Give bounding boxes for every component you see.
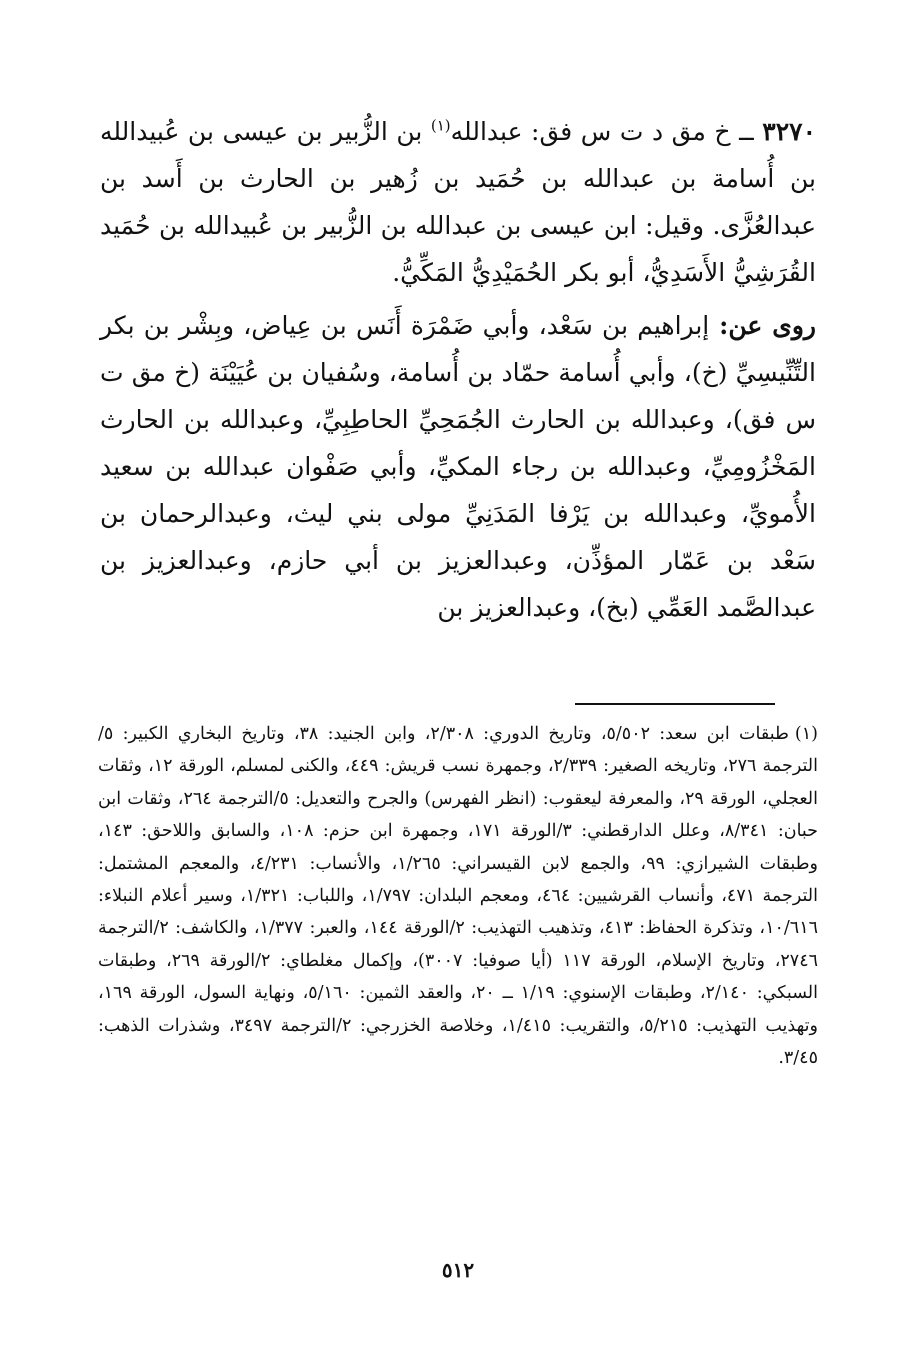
narrators-paragraph: [100, 302, 816, 631]
footnote-text: طبقات ابن سعد: ٥/٥٠٢، وتاريخ الدوري: ٢/٣٠٨، وابن الجنيد: ٣٨، وتاريخ البخاري الكبير: ٥/الترجمة ٢٧٦، وتاريخه الصغير: ٢/٣٣٩، وجمهرة نسب قريش: ٤٤٩، والكنى لمسلم، الورقة ١٢، وثقات العجلي، الورقة ٢٩، والمعرفة ليعقوب: (انظر الفهرس) والجرح والتعديل: ٥/الترجمة ٢٦٤، وثقات ابن حبان: ٨/٣٤١، وعلل الدارقطني: ٣/الورقة ١٧١، وجمهرة ابن حزم: ١٠٨، والسابق واللاحق: ١٤٣، وطبقات الشيرازي: ٩٩، والجمع لابن القيسراني: ١/٢٦٥، والأنساب: ٤/٢٣١، والمعجم المشتمل: الترجمة ٤٧١، وأنساب القرشيين: ٤٦٤، ومعجم البلدان: ١/٧٩٧، واللباب: ١/٣٢١، وسير أعلام النبلاء: ١٠/٦١٦، وتذكرة الحفاظ: ٤١٣، وتذهيب التهذيب: ٢/الورقة ١٤٤، والعبر: ١/٣٧٧، والكاشف: ٢/الترجمة ٢٧٤٦، وتاريخ الإسلام، الورقة ١١٧ (أيا صوفيا: ٣٠٠٧)، وإكمال مغلطاي: ٢/الورقة ٢٦٩، وطبقات السبكي: ٢/١٤٠، وطبقات الإسنوي: ١/١٩ ــ ٢٠، والعقد الثمين: ٥/١٦٠، ونهاية السول، الورقة ١٦٩، وتهذيب التهذيب: ٥/٢١٥، والتقريب: ١/٤١٥، وخلاصة الخزرجي: ٢/الترجمة ٣٤٩٧، وشذرات الذهب: ٣/٤٥.: [98, 724, 819, 1069]
footnote-divider: [575, 703, 775, 705]
page-number: ٥١٢: [441, 1258, 475, 1282]
narrators-text: إبراهيم بن سَعْد، وأبي ضَمْرَة أَنَس بن عِياض، وبِشْر بن بكر التِّنِّيسِيِّ (خ)، وأبي أُسامة حمّاد بن أُسامة، وسُفيان بن عُيَيْنَة (خ مق ت س فق)، وعبدالله بن الحارث الجُمَحِيِّ الحاطِبِيِّ، وعبدالله بن الحارث المَخْزُومِيِّ، وعبدالله بن رجاء المكيِّ، وأبي صَفْوان عبدالله بن سعيد الأُمويِّ، وعبدالله بن يَرْفا المَدَنِيِّ مولى بني ليث، وعبدالرحمان بن سَعْد بن عَمّار المؤذِّن، وعبدالعزيز بن أبي حازم، وعبدالعزيز بن عبدالصَّمد العَمِّي (بخ)، وعبدالعزيز بن: [100, 311, 816, 622]
entry-dash: ــ: [730, 117, 763, 146]
footnote-paragraph: [98, 718, 818, 1074]
entry-name: عبدالله: [450, 117, 523, 146]
footnote-reference: (١): [430, 116, 451, 135]
entry-number: ٣٢٧٠: [762, 117, 817, 146]
entry-text: بن الزُّبير بن عيسى بن عُبيدالله بن أُسامة بن عبدالله بن حُمَيد بن زُهير بن الحارث بن أَسد بن عبدالعُزَّى. وقيل: ابن عيسى بن عبدالله بن الزُّبير بن عُبيدالله بن حُمَيد القُرَشِيُّ الأَسَدِيُّ، أبو بكر الحُمَيْدِيُّ المَكِّيُّ.: [100, 117, 816, 287]
entry-paragraph: [100, 108, 816, 296]
narrators-label: روى عن:: [709, 311, 817, 340]
main-text: [100, 108, 816, 631]
source-symbols: خ مق د ت س فق:: [522, 117, 731, 146]
footnote: [98, 718, 818, 1074]
footnote-marker: (١): [794, 724, 818, 744]
